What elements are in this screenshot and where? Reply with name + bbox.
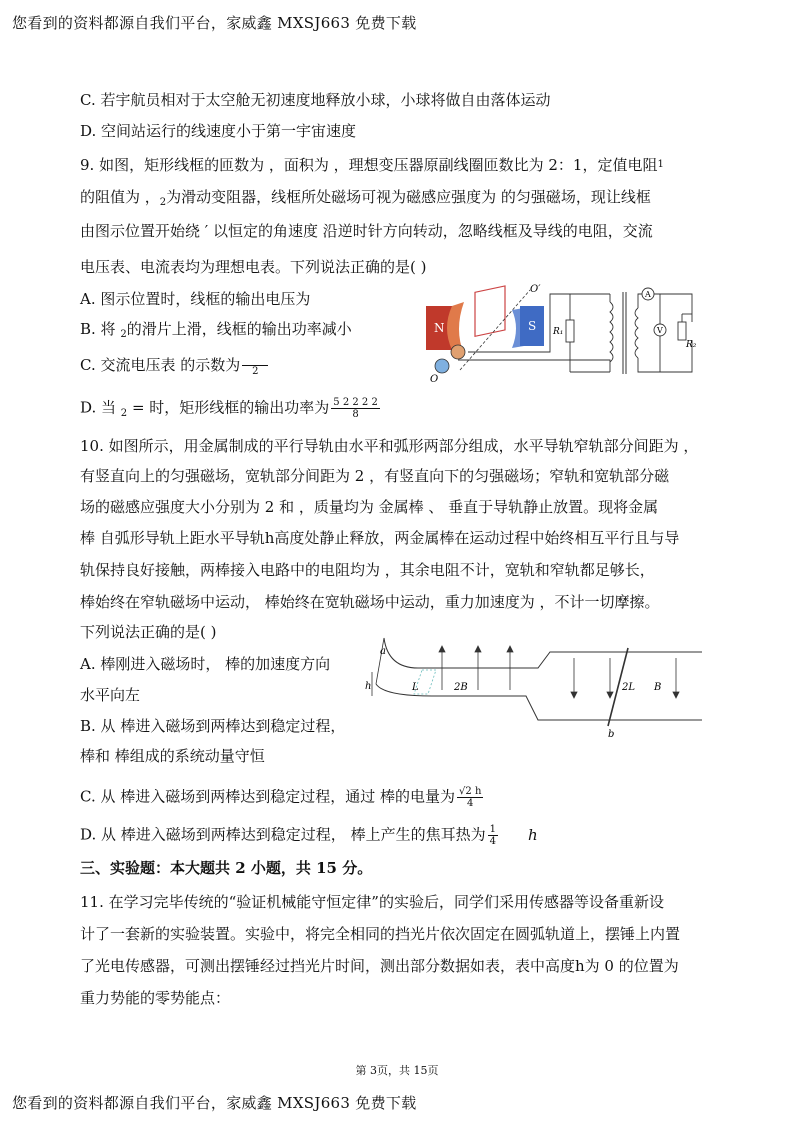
- q9-option-d-fraction: [331, 397, 380, 420]
- r2-label: R₂: [686, 340, 697, 350]
- page-header-bottom: 您看到的资料都源自我们平台，家威鑫 MXSJ663 免费下载: [12, 1094, 417, 1112]
- q9-option-c-den: 2: [252, 366, 259, 377]
- wide-field-label: B: [654, 682, 662, 693]
- arc-rail-upper: [384, 638, 418, 668]
- r1-label: R₁: [553, 327, 564, 337]
- coil-frame: [475, 286, 505, 336]
- q10-stem-line2: 有竖直向上的匀强磁场，宽轨部分间距为 2 ，有竖直向下的匀强磁场；窄轨和宽轨部分磁: [80, 467, 670, 485]
- q10-figure: [362, 634, 706, 738]
- q10-option-b-line1: B. 从 棒进入磁场到两棒达到稳定过程，: [80, 717, 346, 735]
- voltmeter-label: V: [657, 326, 663, 335]
- q10-option-a-line2: 水平向左: [80, 686, 141, 704]
- q9-option-c: [80, 355, 270, 377]
- q9-option-b-sub: 2: [120, 329, 127, 340]
- magnet-n-label: N: [434, 321, 445, 335]
- q9-option-d-b: = 时，矩形线框的输出功率为: [127, 398, 330, 417]
- q10-option-d-tail: h: [527, 825, 538, 844]
- q9-r1-subscript: 1: [657, 159, 664, 170]
- q9-stem-line1-text: 9. 如图，矩形线框的匝数为 ，面积为 ，理想变压器原副线圈匝数比为 2：1，定值电阻: [80, 156, 658, 174]
- q10-option-a-line1: A. 棒刚进入磁场时， 棒的加速度方向: [80, 655, 331, 673]
- slip-ring-1: [435, 359, 449, 373]
- page-number: 第 3页，共 15页: [355, 1064, 439, 1077]
- wide-width-label: 2L: [622, 682, 636, 693]
- q10-option-d-den: 4: [489, 836, 496, 847]
- page-header-top: 您看到的资料都源自我们平台，家威鑫 MXSJ663 免费下载: [12, 14, 417, 32]
- q9-option-d-sub: 2: [120, 407, 128, 419]
- q9-r2-subscript: 2: [159, 197, 167, 208]
- q10-option-c-den: 4: [467, 798, 474, 809]
- q9-option-d-num: 5 2 2 2 2: [333, 397, 378, 408]
- q10-stem-line3: 场的磁感应强度大小分别为 2 和 ，质量均为 金属棒 、 垂直于导轨静止放置。现将金属: [80, 498, 659, 516]
- q11-line4: 重力势能的零势能点：: [80, 989, 231, 1007]
- q10-stem-line5: 轨保持良好接触，两棒接入电路中的电阻均为 ，其余电阻不计，宽轨和窄轨都足够长，: [80, 561, 655, 579]
- axis-label-top: O′: [530, 284, 541, 295]
- q11-line3: 了光电传感器，可测出摆锤经过挡光片时间，测出部分数据如表，表中高度h为 0 的位置为: [80, 957, 679, 975]
- q10-option-c-text: C. 从 棒进入磁场到两棒达到稳定过程，通过 棒的电量为: [80, 787, 456, 806]
- q9-option-b: [80, 319, 352, 342]
- q9-stem-line2-b: 为滑动变阻器，线框所处磁场可视为磁感应强度为 的匀强磁场，现让线框: [166, 188, 651, 206]
- q9-option-d-a: D. 当: [80, 398, 121, 417]
- magnet-s-label: S: [528, 319, 537, 333]
- q9-option-b-b: 的滑片上滑，线框的输出功率减小: [126, 320, 352, 338]
- q10-option-b-line2: 棒和 棒组成的系统动量守恒: [80, 747, 265, 765]
- height-label: h: [365, 681, 372, 692]
- q10-option-d: [80, 824, 538, 847]
- magnet-s: [512, 306, 544, 348]
- q8-option-c: C. 若宇航员相对于太空舱无初速度地释放小球，小球将做自由落体运动: [80, 91, 551, 109]
- q10-stem-line1: 10. 如图所示，用金属制成的平行导轨由水平和弧形两部分组成，水平导轨窄轨部分间距为 ，: [80, 437, 699, 455]
- axis-label-bottom: O: [430, 374, 439, 385]
- rod-a-label: a: [380, 646, 386, 657]
- q9-stem-line1: [80, 155, 664, 178]
- slip-ring-2: [451, 345, 465, 359]
- resistor-r2: [678, 322, 686, 340]
- resistor-r1: [566, 320, 574, 342]
- q10-option-d-num: 1: [489, 824, 496, 835]
- q10-option-c-fraction: [457, 786, 483, 809]
- arc-rail-lower: [376, 684, 432, 696]
- q9-option-c-text: C. 交流电压表 的示数为: [80, 356, 241, 374]
- q10-stem-line4: 棒 自弧形导轨上距水平导轨h高度处静止释放，两金属棒在运动过程中始终相互平行且与导: [80, 529, 680, 547]
- q9-stem-line2-a: 的阻值为 ，: [80, 188, 160, 206]
- q9-option-d: [80, 397, 382, 421]
- q10-option-c-num: √2 h: [459, 786, 482, 797]
- q9-stem-line2: [80, 187, 651, 210]
- q9-option-c-fraction: [242, 355, 268, 377]
- q9-option-a: A. 图示位置时，线框的输出电压为: [80, 290, 311, 308]
- q10-option-c: [80, 786, 485, 809]
- transformer-secondary: [635, 308, 638, 358]
- section-3-heading: 三、实验题：本大题共 2 小题，共 15 分。: [80, 859, 373, 877]
- q10-stem-line7: 下列说法正确的是( ): [80, 623, 217, 641]
- narrow-width-label: L: [412, 682, 419, 693]
- q11-line1: 11. 在学习完毕传统的“验证机械能守恒定律”的实验后，同学们采用传感器等设备重新设: [80, 893, 664, 911]
- q11-line2: 计了一套新的实验装置。实验中，将完全相同的挡光片依次固定在圆弧轨道上，摆锤上内置: [80, 925, 681, 943]
- q9-figure: [420, 282, 710, 387]
- transformer-primary: [610, 302, 613, 362]
- q10-stem-line6: 棒始终在窄轨磁场中运动， 棒始终在宽轨磁场中运动，重力加速度为 ，不计一切摩擦。: [80, 593, 660, 611]
- q10-option-d-text: D. 从 棒进入磁场到两棒达到稳定过程， 棒上产生的焦耳热为: [80, 825, 486, 844]
- q8-option-d: D. 空间站运行的线速度小于第一宇宙速度: [80, 122, 357, 140]
- ammeter-label: A: [645, 290, 651, 299]
- q9-option-d-den: 8: [352, 409, 359, 420]
- q9-stem-line3: 由图示位置开始绕 ′ 以恒定的角速度 沿逆时针方向转动，忽略线框及导线的电阻，交流: [80, 222, 653, 240]
- rod-b-label: b: [608, 729, 615, 738]
- q9-option-b-a: B. 将: [80, 320, 121, 338]
- q10-option-d-fraction: [488, 824, 498, 847]
- narrow-field-label: 2B: [454, 682, 468, 693]
- q9-stem-line4: 电压表、电流表均为理想电表。下列说法正确的是( ): [80, 258, 427, 276]
